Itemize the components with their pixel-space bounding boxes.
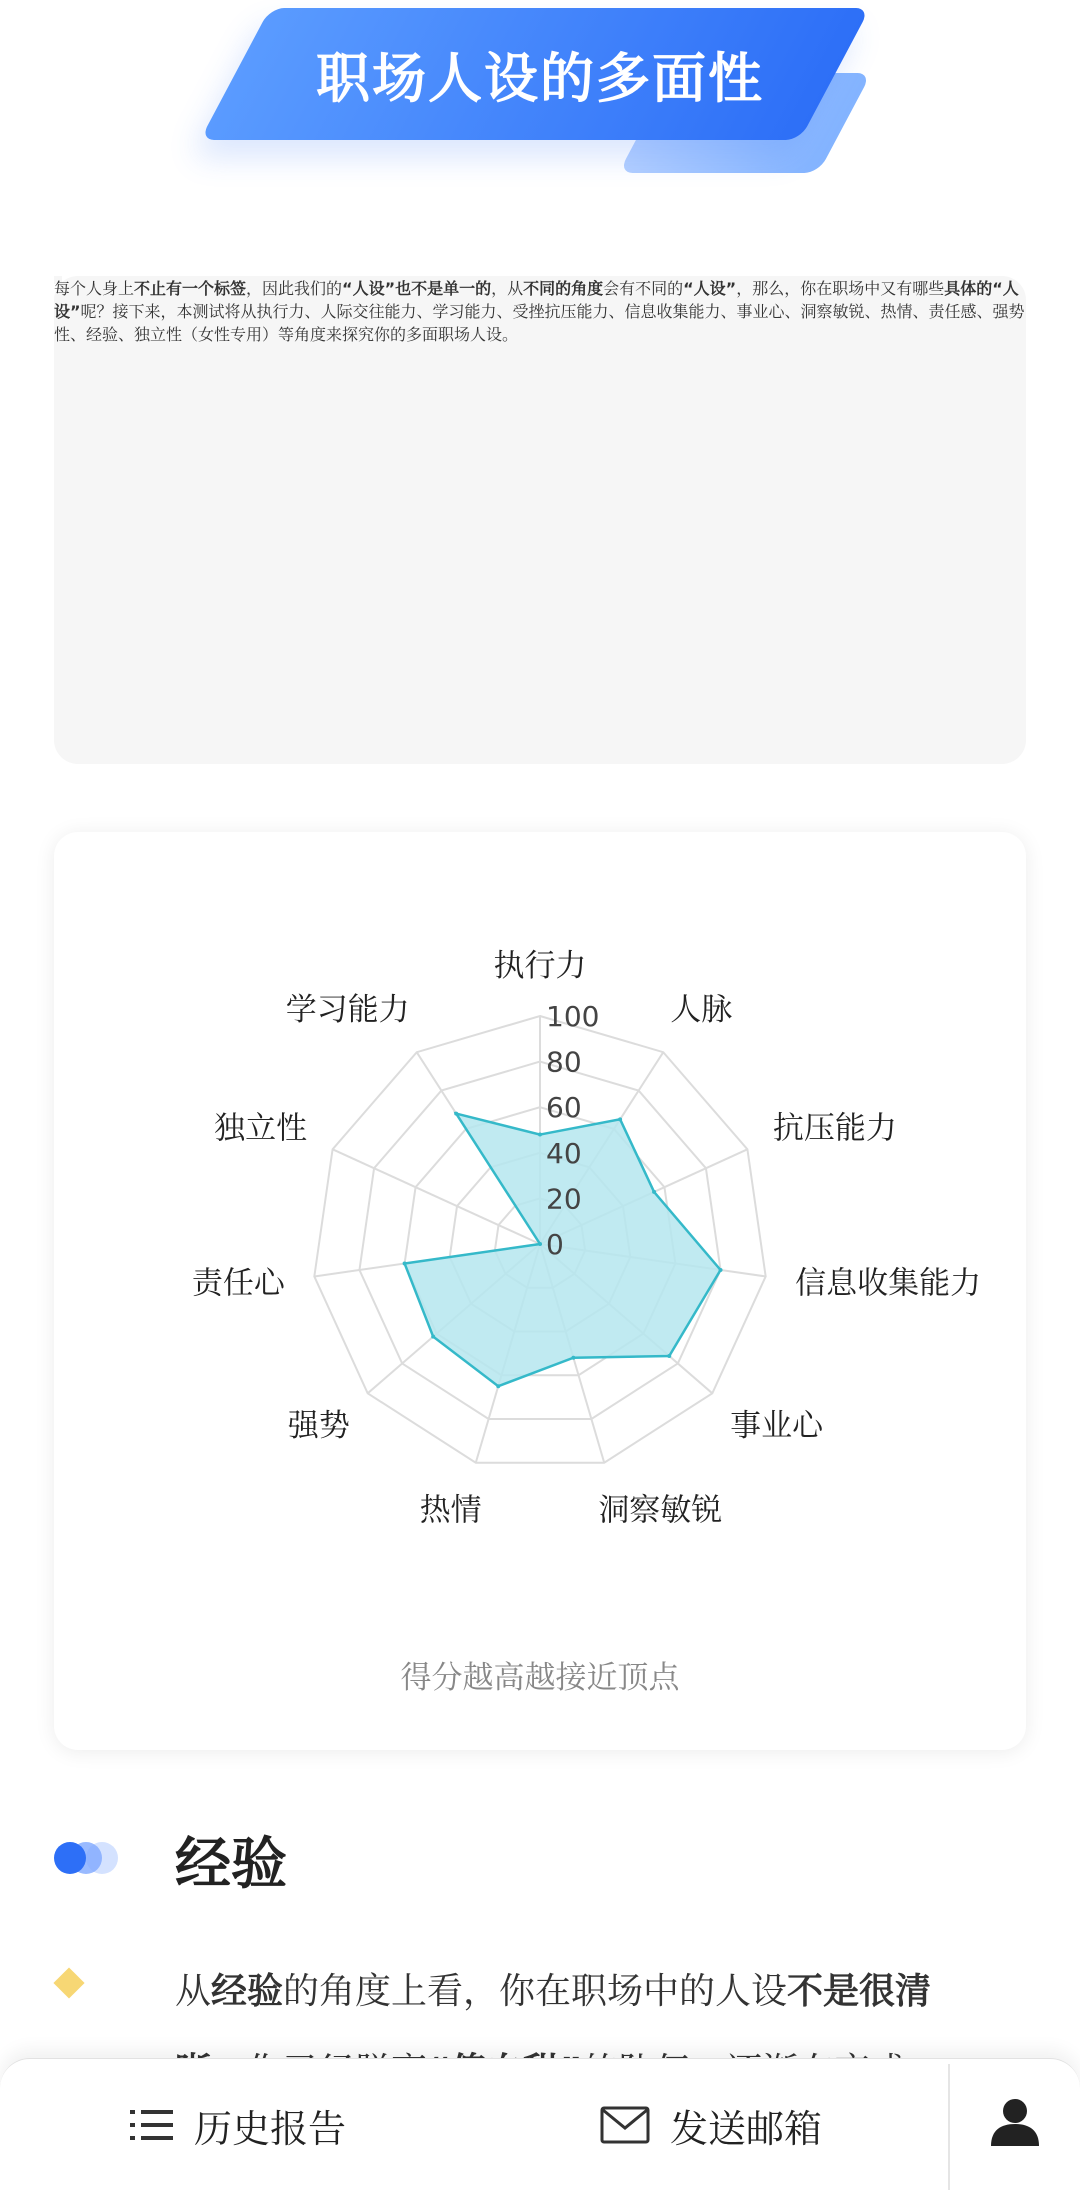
intro-segment: 具体的“人设” bbox=[54, 279, 1019, 321]
history-report-label: 历史报告 bbox=[194, 2106, 347, 2151]
intro-segment: ，那么，你在职场中又有哪些 bbox=[736, 279, 945, 298]
intro-segment: 会有不同的 bbox=[603, 279, 684, 298]
intro-segment: “人设”也不是单一的 bbox=[342, 279, 492, 298]
radar-axis-label: 抗压能力 bbox=[772, 1110, 897, 1147]
radar-tick-label: 60 bbox=[546, 1091, 582, 1125]
radar-axis-label: 热情 bbox=[419, 1492, 482, 1529]
radar-chart-card bbox=[54, 832, 1026, 1750]
experience-segment: 从 bbox=[175, 1971, 212, 2012]
radar-tick-label: 80 bbox=[546, 1045, 582, 1079]
radar-axis-label: 执行力 bbox=[493, 948, 587, 984]
banner-title: 职场人设的多面性 bbox=[316, 46, 764, 110]
diamond-bullet-icon bbox=[53, 1967, 84, 1998]
intro-segment: 不止有一个标签 bbox=[134, 279, 247, 298]
intro-card bbox=[54, 276, 1026, 764]
radar-axis-label: 责任心 bbox=[191, 1265, 285, 1302]
radar-data-point bbox=[454, 1112, 458, 1116]
user-icon bbox=[989, 2096, 1041, 2152]
radar-axis-label: 强势 bbox=[287, 1408, 350, 1445]
radar-data-point bbox=[538, 1133, 542, 1137]
radar-axis-label: 信息收集能力 bbox=[795, 1265, 982, 1302]
intro-text bbox=[54, 276, 1026, 345]
experience-segment: 经验 bbox=[211, 1971, 284, 2012]
section-title: 经验 bbox=[175, 1832, 287, 1897]
radar-data-point bbox=[667, 1354, 671, 1358]
radar-tick-label: 20 bbox=[546, 1182, 582, 1216]
intro-segment: 每个人身上 bbox=[54, 279, 135, 298]
section-dot bbox=[54, 1842, 86, 1874]
mail-icon bbox=[600, 2106, 650, 2144]
title-banner bbox=[215, 8, 865, 168]
intro-segment: 不同的角度 bbox=[523, 279, 604, 298]
radar-tick-label: 100 bbox=[546, 1000, 600, 1033]
radar-data-point bbox=[652, 1190, 656, 1194]
radar-data-point bbox=[431, 1335, 435, 1339]
send-email-label: 发送邮箱 bbox=[670, 2106, 823, 2151]
history-report-button[interactable] bbox=[130, 2059, 346, 2190]
radar-data-point bbox=[538, 1242, 542, 1246]
radar-data-point bbox=[618, 1117, 622, 1121]
experience-segment: 不是很清 bbox=[787, 1971, 932, 2012]
radar-tick-label: 40 bbox=[546, 1136, 582, 1170]
radar-chart bbox=[54, 832, 1026, 1632]
intro-segment: ，因此我们的 bbox=[246, 279, 343, 298]
radar-tick-label: 0 bbox=[546, 1228, 564, 1261]
intro-segment: 呢？接下来，本测试将从执行力、人际交往能力、学习能力、受挫抗压能力、信息收集能力、事业心、洞察敏锐、热情、责任感、强势性、经验、独立性（女性专用）等角度来探究你的多面职场人设。 bbox=[54, 302, 1025, 344]
radar-data-point bbox=[403, 1261, 407, 1265]
send-email-button[interactable] bbox=[600, 2059, 822, 2190]
radar-axis-label: 人脉 bbox=[670, 992, 733, 1029]
profile-button[interactable] bbox=[950, 2058, 1080, 2190]
radar-axis-label: 学习能力 bbox=[285, 992, 410, 1029]
radar-caption: 得分越高越接近顶点 bbox=[400, 1660, 680, 1696]
radar-data-point bbox=[571, 1356, 575, 1360]
intro-segment: ，从 bbox=[491, 279, 524, 298]
bottom-bar bbox=[0, 2058, 1080, 2190]
list-icon bbox=[130, 2107, 174, 2143]
intro-segment: “人设” bbox=[683, 279, 737, 298]
radar-axis-label: 洞察敏锐 bbox=[598, 1492, 723, 1529]
experience-segment: 的角度上看，你在职场中的人设 bbox=[283, 1971, 788, 2012]
radar-data-point bbox=[496, 1384, 500, 1388]
radar-axis-label: 事业心 bbox=[730, 1408, 824, 1445]
radar-data-point bbox=[719, 1268, 723, 1272]
radar-axis-label: 独立性 bbox=[214, 1110, 308, 1147]
